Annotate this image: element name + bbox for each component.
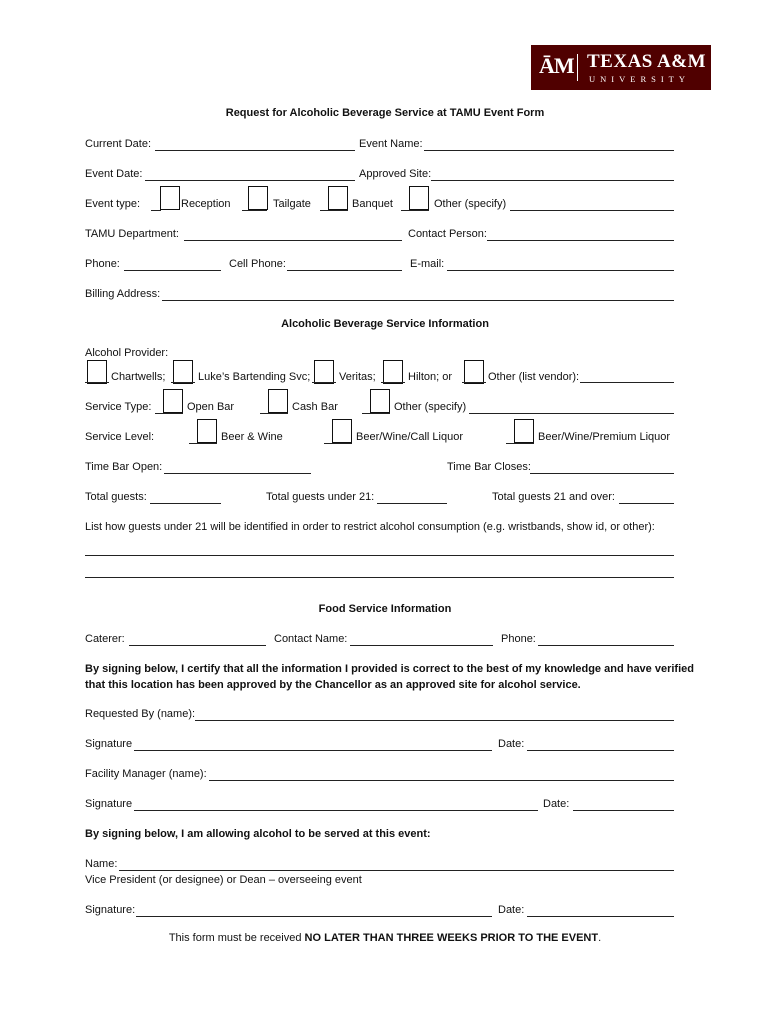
veritas-label: Veritas; — [339, 371, 376, 383]
other-service-field[interactable] — [469, 413, 674, 414]
requested-by-label: Requested By (name): — [85, 708, 196, 720]
other-service-checkbox[interactable] — [370, 389, 390, 413]
date-label-1: Date: — [498, 738, 525, 750]
name-label: Name: — [85, 858, 118, 870]
cell-phone-label: Cell Phone: — [229, 258, 286, 270]
requested-by-field[interactable] — [195, 720, 674, 721]
contact-person-label: Contact Person: — [408, 228, 487, 240]
tailgate-label: Tailgate — [273, 198, 311, 210]
certify-text-1: By signing below, I certify that all the information I provided is correct to the best of my knowledge and have verified — [85, 663, 694, 675]
date-label-2: Date: — [543, 798, 570, 810]
event-date-label: Event Date: — [85, 168, 143, 180]
chartwells-label: Chartwells; — [111, 371, 166, 383]
food-section-heading: Food Service Information — [318, 603, 452, 615]
service-level-label: Service Level: — [85, 431, 155, 443]
food-phone-label: Phone: — [501, 633, 536, 645]
other-event-label: Other (specify) — [434, 198, 507, 210]
approved-site-field[interactable] — [431, 180, 674, 181]
lukes-label: Luke’s Bartending Svc; — [198, 371, 311, 383]
logo-subtitle: UNIVERSITY — [589, 74, 690, 84]
name-field[interactable] — [119, 870, 674, 871]
guests-under-21-field[interactable] — [377, 503, 447, 504]
other-event-field[interactable] — [510, 210, 674, 211]
atm-logo-mark: ĀM — [539, 53, 574, 78]
billing-address-field[interactable] — [162, 300, 674, 301]
cash-bar-checkbox[interactable] — [268, 389, 288, 413]
food-phone-field[interactable] — [538, 645, 674, 646]
billing-address-label: Billing Address: — [85, 288, 161, 300]
identify-line-1[interactable] — [85, 555, 674, 556]
guests-21-over-field[interactable] — [619, 503, 674, 504]
current-date-label: Current Date: — [85, 138, 152, 150]
footer-normal: This form must be received — [168, 932, 305, 944]
email-label: E-mail: — [410, 258, 445, 270]
certify-text-2: that this location has been approved by the Chancellor as an approved site for alcohol service. — [85, 679, 581, 691]
logo-separator — [577, 54, 578, 81]
guests-21-over-label: Total guests 21 and over: — [492, 491, 615, 503]
lukes-checkbox[interactable] — [173, 360, 193, 384]
chartwells-checkbox[interactable] — [87, 360, 107, 384]
event-date-field[interactable] — [145, 180, 355, 181]
date-field-3[interactable] — [527, 916, 674, 917]
total-guests-label: Total guests: — [85, 491, 147, 503]
time-bar-closes-field[interactable] — [530, 473, 674, 474]
signature-field-3[interactable] — [136, 916, 492, 917]
logo-name: TEXAS A&M — [587, 51, 707, 72]
open-bar-checkbox[interactable] — [163, 389, 183, 413]
facility-manager-label: Facility Manager (name): — [85, 768, 207, 780]
time-bar-open-label: Time Bar Open: — [85, 461, 163, 473]
other-service-label: Other (specify) — [394, 401, 467, 413]
vp-text: Vice President (or designee) or Dean – overseeing event — [85, 874, 362, 886]
allowing-text: By signing below, I am allowing alcohol to be served at this event: — [85, 828, 431, 840]
signature-label-2: Signature — [85, 798, 133, 810]
footer-end: . — [598, 932, 602, 944]
alcohol-section-heading: Alcoholic Beverage Service Information — [281, 318, 489, 330]
service-type-label: Service Type: — [85, 401, 152, 413]
contact-name-field[interactable] — [350, 645, 493, 646]
phone-field[interactable] — [124, 270, 221, 271]
signature-field-2[interactable] — [134, 810, 538, 811]
reception-checkbox[interactable] — [160, 186, 180, 210]
hilton-label: Hilton; or — [408, 371, 453, 383]
facility-manager-field[interactable] — [209, 780, 674, 781]
time-bar-closes-label: Time Bar Closes: — [447, 461, 531, 473]
identify-text: List how guests under 21 will be identified in order to restrict alcohol consumption (e.g. wristbands, show id, or other): — [85, 521, 655, 533]
footer-note — [0, 932, 770, 944]
email-field[interactable] — [447, 270, 674, 271]
tamu-department-field[interactable] — [184, 240, 402, 241]
total-guests-field[interactable] — [150, 503, 221, 504]
current-date-field[interactable] — [155, 150, 355, 151]
premium-liquor-label: Beer/Wine/Premium Liquor — [538, 431, 671, 443]
footer-deadline: NO LATER THAN THREE WEEKS PRIOR TO THE EVENT — [304, 932, 599, 944]
event-name-field[interactable] — [424, 150, 674, 151]
banquet-label: Banquet — [352, 198, 393, 210]
time-bar-open-field[interactable] — [164, 473, 311, 474]
beer-wine-checkbox[interactable] — [197, 419, 217, 443]
other-vendor-label: Other (list vendor): — [488, 371, 580, 383]
open-bar-label: Open Bar — [187, 401, 235, 413]
tailgate-checkbox[interactable] — [248, 186, 268, 210]
banquet-checkbox[interactable] — [328, 186, 348, 210]
phone-label: Phone: — [85, 258, 120, 270]
hilton-checkbox[interactable] — [383, 360, 403, 384]
event-name-label: Event Name: — [359, 138, 423, 150]
veritas-checkbox[interactable] — [314, 360, 334, 384]
contact-person-field[interactable] — [487, 240, 674, 241]
approved-site-label: Approved Site: — [359, 168, 432, 180]
date-label-3: Date: — [498, 904, 525, 916]
cash-bar-label: Cash Bar — [292, 401, 338, 413]
reception-label: Reception — [181, 198, 231, 210]
other-vendor-checkbox[interactable] — [464, 360, 484, 384]
premium-liquor-checkbox[interactable] — [514, 419, 534, 443]
call-liquor-label: Beer/Wine/Call Liquor — [356, 431, 463, 443]
event-type-label: Event type: — [85, 198, 141, 210]
cell-phone-field[interactable] — [287, 270, 402, 271]
texas-am-logo — [531, 45, 711, 90]
signature-label-1: Signature — [85, 738, 133, 750]
other-event-checkbox[interactable] — [409, 186, 429, 210]
guests-under-21-label: Total guests under 21: — [266, 491, 375, 503]
signature-field-1[interactable] — [134, 750, 492, 751]
date-field-1[interactable] — [527, 750, 674, 751]
caterer-label: Caterer: — [85, 633, 125, 645]
tamu-department-label: TAMU Department: — [85, 228, 179, 240]
signature-label-3: Signature: — [85, 904, 136, 916]
caterer-field[interactable] — [129, 645, 266, 646]
call-liquor-checkbox[interactable] — [332, 419, 352, 443]
identify-line-2[interactable] — [85, 577, 674, 578]
other-vendor-field[interactable] — [580, 382, 674, 383]
form-title: Request for Alcoholic Beverage Service at TAMU Event Form — [225, 107, 545, 119]
contact-name-label: Contact Name: — [274, 633, 348, 645]
date-field-2[interactable] — [573, 810, 674, 811]
alcohol-provider-label: Alcohol Provider: — [85, 347, 169, 359]
beer-wine-label: Beer & Wine — [221, 431, 283, 443]
